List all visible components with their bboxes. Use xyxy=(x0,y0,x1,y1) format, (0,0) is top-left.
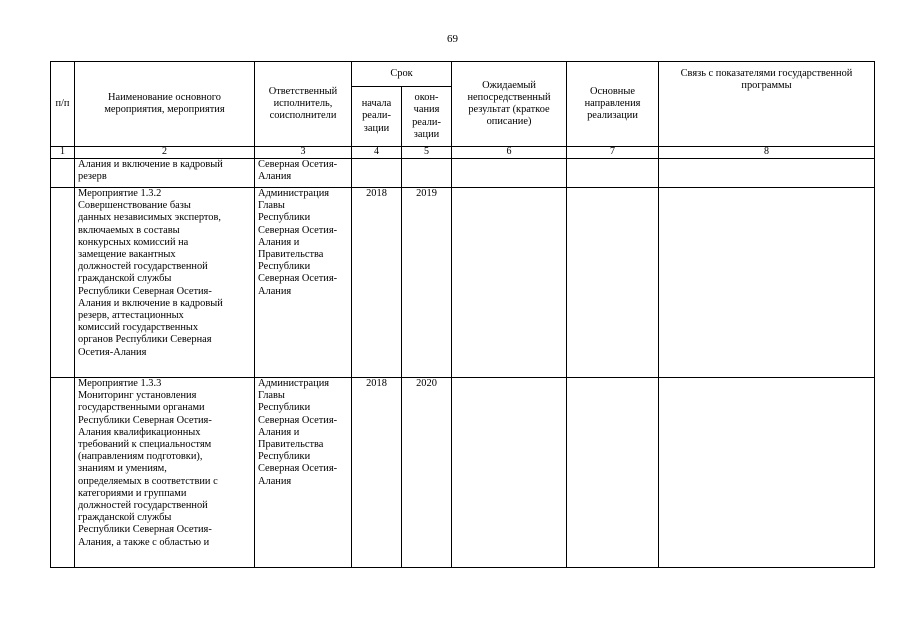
column-number: 8 xyxy=(659,147,875,159)
activities-table xyxy=(50,61,875,568)
row-name-cell: Алания и включение в кадровый резерв xyxy=(75,159,255,188)
header-term: Срок xyxy=(352,62,452,87)
header-end: окон- чания реали- зации xyxy=(402,87,452,147)
row-name-cell: Мероприятие 1.3.2 Совершенствование базы данных независимых экспертов, включаемых в составы конкурсных комиссий на замещение вакантных должностей государственной гражданской службы Республики Северная Осетия- Алания и включение в кадровый резерв, аттестационных комиссий государственных органов Республики Северная Осетия-Алания xyxy=(75,188,255,378)
row-num-cell xyxy=(51,188,75,378)
column-number: 7 xyxy=(567,147,659,159)
row-num-cell xyxy=(51,378,75,568)
row-link-cell xyxy=(659,188,875,378)
row-result-cell xyxy=(452,188,567,378)
column-numbers-row xyxy=(51,147,875,159)
column-number: 2 xyxy=(75,147,255,159)
header-row-top xyxy=(51,62,875,87)
header-name: Наименование основного мероприятия, мероприятия xyxy=(75,62,255,147)
table-row xyxy=(51,159,875,188)
row-responsible-cell: Администрация Главы Республики Северная Осетия- Алания и Правительства Республики Северная Осетия- Алания xyxy=(255,378,352,568)
row-responsible-cell: Северная Осетия- Алания xyxy=(255,159,352,188)
row-result-cell xyxy=(452,159,567,188)
header-indicators-link: Связь с показателями государственной программы xyxy=(659,62,875,147)
row-num-cell xyxy=(51,159,75,188)
column-number: 6 xyxy=(452,147,567,159)
header-num: п/п xyxy=(51,62,75,147)
row-start-cell xyxy=(352,159,402,188)
row-link-cell xyxy=(659,159,875,188)
row-directions-cell xyxy=(567,378,659,568)
header-start: начала реали- зации xyxy=(352,87,402,147)
row-name-cell: Мероприятие 1.3.3 Мониторинг установления государственными органами Республики Северная Осетия- Алания квалификационных требований к специальностям (направлениям подготовки), знаниям и умениям, определяемых в соответствии с категориями и группами должностей государственной гражданской службы Республики Северная Осетия- Алания, а также с областью и xyxy=(75,378,255,568)
row-end-cell: 2020 xyxy=(402,378,452,568)
table-row xyxy=(51,378,875,568)
header-responsible: Ответственный исполнитель, соисполнители xyxy=(255,62,352,147)
table-row xyxy=(51,188,875,378)
row-start-cell: 2018 xyxy=(352,188,402,378)
row-result-cell xyxy=(452,378,567,568)
row-directions-cell xyxy=(567,188,659,378)
row-end-cell xyxy=(402,159,452,188)
row-start-cell: 2018 xyxy=(352,378,402,568)
header-result: Ожидаемый непосредственный результат (краткое описание) xyxy=(452,62,567,147)
row-link-cell xyxy=(659,378,875,568)
column-number: 5 xyxy=(402,147,452,159)
column-number: 4 xyxy=(352,147,402,159)
column-number: 1 xyxy=(51,147,75,159)
row-end-cell: 2019 xyxy=(402,188,452,378)
page-number: 69 xyxy=(447,33,458,45)
column-number: 3 xyxy=(255,147,352,159)
header-directions: Основные направления реализации xyxy=(567,62,659,147)
row-directions-cell xyxy=(567,159,659,188)
row-responsible-cell: Администрация Главы Республики Северная Осетия- Алания и Правительства Республики Северная Осетия- Алания xyxy=(255,188,352,378)
